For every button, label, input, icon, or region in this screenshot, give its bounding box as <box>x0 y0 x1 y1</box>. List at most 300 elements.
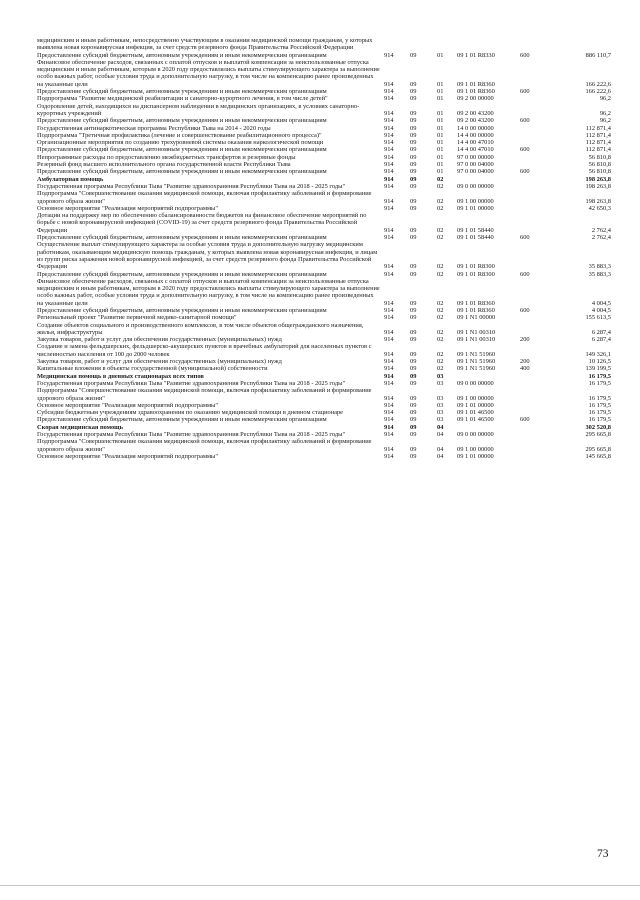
row-amount: 16 179,5 <box>588 416 611 424</box>
row-name: Капитальные вложения в объекты государственной (муниципальной) собственности <box>37 365 268 373</box>
row-target-article-code: 97 0 00 00000 <box>457 153 494 161</box>
row-target-article-code: 09 1 01 R8360 <box>457 88 495 96</box>
page-number: 73 <box>597 848 609 860</box>
row-section-code: 09 <box>410 328 417 336</box>
row-amount: 112 871,4 <box>585 124 611 132</box>
row-target-article-code: 14 4 00 47010 <box>457 139 494 147</box>
row-subsection-code: 01 <box>437 51 444 59</box>
row-amount: 16 179,5 <box>588 394 611 402</box>
row-name: Государственная программа Республики Тыва "Развитие здравоохранения Республики Тыва на 2018 - 2025 годы" <box>37 431 346 439</box>
row-subsection-code: 02 <box>437 365 444 373</box>
table-row <box>37 380 611 387</box>
row-name: Основное мероприятие "Реализация мероприятий подпрограммы" <box>37 452 218 460</box>
row-target-article-code: 09 2 00 43200 <box>457 109 494 117</box>
row-amount: 295 665,8 <box>585 431 611 439</box>
row-target-article-code: 09 1 00 00000 <box>457 197 494 205</box>
row-section-code: 09 <box>410 358 417 366</box>
table-row <box>37 125 611 132</box>
row-amount: 198 263,8 <box>585 175 611 183</box>
table-row <box>37 95 611 102</box>
row-target-article-code: 09 1 01 00000 <box>457 204 494 212</box>
row-name: Оздоровление детей, находящихся на диспансерном наблюдении в медицинских организациях, в условиях санаторно-курортных учреждений <box>37 102 360 117</box>
row-name: Медицинская помощь в дневных стационарах всех типов <box>37 372 204 380</box>
row-section-code: 09 <box>410 445 417 453</box>
row-target-article-code: 09 1 01 R8360 <box>457 299 495 307</box>
row-section-code: 09 <box>410 423 417 431</box>
row-ved-code: 914 <box>384 358 394 366</box>
row-name: Непрограммные расходы по предоставлению межбюджетных трансфертов и резервные фонды <box>37 153 296 161</box>
row-expense-type-code: 600 <box>520 117 530 125</box>
row-ved-code: 914 <box>384 452 394 460</box>
row-name: медицинским и иным работникам, непосредственно участвующим в оказании медицинской помощи гражданам, у которых выявлена новая коронавирусная инфекция, за счет средств резервного фонда Правительства Российской Федерации <box>37 37 373 52</box>
row-amount: 139 199,5 <box>585 365 611 373</box>
row-ved-code: 914 <box>384 423 394 431</box>
row-name: Резервный фонд высшего исполнительного органа государственной власти Республики Тыва <box>37 161 291 169</box>
row-ved-code: 914 <box>384 299 394 307</box>
row-ved-code: 914 <box>384 153 394 161</box>
row-subsection-code: 02 <box>437 299 444 307</box>
row-ved-code: 914 <box>384 336 394 344</box>
row-name: Подпрограмма "Третичная профилактика (лечение и совершенствование реабилитационного процесса)" <box>37 131 322 139</box>
row-amount: 2 762,4 <box>591 226 611 234</box>
row-section-code: 09 <box>410 431 417 439</box>
table-row <box>37 176 611 183</box>
row-target-article-code: 09 1 01 00000 <box>457 401 494 409</box>
row-target-article-code: 09 1 N1 00310 <box>457 336 496 344</box>
row-subsection-code: 04 <box>437 445 444 453</box>
row-subsection-code: 01 <box>437 146 444 154</box>
row-ved-code: 914 <box>384 117 394 125</box>
row-subsection-code: 01 <box>437 109 444 117</box>
table-row <box>37 212 611 234</box>
row-section-code: 09 <box>410 234 417 242</box>
row-ved-code: 914 <box>384 80 394 88</box>
row-expense-type-code: 600 <box>520 88 530 96</box>
row-expense-type-code: 600 <box>520 146 530 154</box>
row-name: Государственная антинаркотическая программа Республики Тыва на 2014 - 2020 годы <box>37 124 271 132</box>
row-amount: 35 883,3 <box>588 263 611 271</box>
row-target-article-code: 09 1 N1 00000 <box>457 314 496 322</box>
row-amount <box>546 37 611 52</box>
row-subsection-code: 02 <box>437 182 444 190</box>
row-amount: 6 287,4 <box>591 328 611 336</box>
row-subsection-code: 02 <box>437 350 444 358</box>
row-name: Предоставление субсидий бюджетным, автономным учреждениям и иным некоммерческим организациям <box>37 88 327 96</box>
row-expense-type-code <box>520 387 546 402</box>
row-expense-type-code: 200 <box>520 358 530 366</box>
row-expense-type-code <box>520 453 546 460</box>
row-section-code: 09 <box>410 204 417 212</box>
row-target-article-code: 09 1 01 46500 <box>457 409 494 417</box>
row-amount: 96,2 <box>599 95 611 103</box>
row-section-code: 09 <box>410 401 417 409</box>
table-row <box>37 161 611 168</box>
row-expense-type-code <box>520 190 546 205</box>
row-ved-code: 914 <box>384 88 394 96</box>
row-target-article-code: 09 1 01 46500 <box>457 416 494 424</box>
table-row <box>37 343 611 358</box>
row-ved-code: 914 <box>384 51 394 59</box>
row-section-code: 09 <box>410 270 417 278</box>
row-subsection-code: 02 <box>437 270 444 278</box>
row-name: Подпрограмма "Совершенствование оказания медицинской помощи, включая профилактику заболеваний и формирование здорового образа жизни" <box>37 387 372 402</box>
row-section-code: 09 <box>410 372 417 380</box>
row-expense-type-code: 600 <box>520 234 530 242</box>
row-subsection-code: 01 <box>437 80 444 88</box>
row-subsection-code: 02 <box>437 204 444 212</box>
row-subsection-code: 03 <box>437 379 444 387</box>
row-target-article-code: 09 1 01 R8300 <box>457 263 495 271</box>
row-name: Финансовое обеспечение расходов, связанных с оплатой отпусков и выплатой компенсации за неиспользованные отпуска медицинским и иным работникам, которым в 2020 году предоставлялись выплаты стимулирующего характера за выполнение особо важных работ, особые условия труда и дополнительную нагрузку, в том числе на компенсацию ранее произведенных на указанные цели <box>37 58 380 88</box>
row-ved-code: 914 <box>384 124 394 132</box>
row-section-code: 09 <box>410 88 417 96</box>
row-target-article-code: 14 0 00 00000 <box>457 124 494 132</box>
row-name: Подпрограмма "Совершенствование оказания медицинской помощи, включая профилактику заболеваний и формирование здорового образа жизни" <box>37 438 372 453</box>
row-section-code: 09 <box>410 416 417 424</box>
table-row <box>37 438 611 453</box>
row-name: Создание объектов социального и производственного комплексов, в том числе объектов общегражданского назначения, жилья, инфраструктуры <box>37 321 364 336</box>
row-name: Предоставление субсидий бюджетным, автономным учреждениям и иным некоммерческим организациям <box>37 234 327 242</box>
row-expense-type-code <box>520 402 546 409</box>
row-expense-type-code: 400 <box>520 365 530 373</box>
row-expense-type-code <box>520 278 546 307</box>
budget-table-body <box>37 37 611 460</box>
row-expense-type-code <box>520 241 546 270</box>
row-target-article-code: 09 1 01 R8300 <box>457 270 495 278</box>
row-expense-type-code: 600 <box>520 416 530 424</box>
row-name: Скорая медицинская помощь <box>37 423 123 431</box>
table-row <box>37 139 611 146</box>
row-ved-code: 914 <box>384 270 394 278</box>
row-target-article-code <box>457 424 520 431</box>
row-subsection-code: 03 <box>437 416 444 424</box>
row-amount: 149 326,1 <box>585 350 611 358</box>
table-row <box>37 103 611 118</box>
row-subsection-code <box>437 37 457 52</box>
row-ved-code: 914 <box>384 365 394 373</box>
row-expense-type-code <box>520 95 546 102</box>
row-subsection-code: 02 <box>437 306 444 314</box>
row-section-code: 09 <box>410 336 417 344</box>
row-expense-type-code <box>520 125 546 132</box>
row-subsection-code: 03 <box>437 401 444 409</box>
row-section-code: 09 <box>410 409 417 417</box>
row-section-code: 09 <box>410 168 417 176</box>
row-amount: 198 263,8 <box>585 182 611 190</box>
row-amount: 96,2 <box>599 109 611 117</box>
scan-edge-divider <box>0 885 640 886</box>
row-expense-type-code <box>520 431 546 438</box>
row-ved-code: 914 <box>384 168 394 176</box>
table-row <box>37 278 611 307</box>
table-row <box>37 322 611 337</box>
row-section-code: 09 <box>410 124 417 132</box>
row-target-article-code: 09 1 01 R8360 <box>457 306 495 314</box>
row-target-article-code: 09 1 01 58440 <box>457 226 494 234</box>
row-amount: 155 613,5 <box>585 314 611 322</box>
row-section-code: 09 <box>410 365 417 373</box>
row-amount: 112 871,4 <box>585 131 611 139</box>
table-row <box>37 37 611 52</box>
row-ved-code: 914 <box>384 314 394 322</box>
row-name: Предоставление субсидий бюджетным, автономным учреждениям и иным некоммерческим организациям <box>37 146 327 154</box>
table-row <box>37 365 611 372</box>
row-amount: 166 222,6 <box>585 80 611 88</box>
row-target-article-code: 14 4 00 00000 <box>457 131 494 139</box>
row-target-article-code: 09 1 01 58440 <box>457 234 494 242</box>
row-subsection-code: 01 <box>437 117 444 125</box>
row-target-article-code <box>457 373 520 380</box>
row-expense-type-code <box>520 132 546 139</box>
row-subsection-code: 01 <box>437 95 444 103</box>
row-amount: 96,2 <box>599 117 611 125</box>
row-ved-code: 914 <box>384 431 394 439</box>
row-subsection-code: 01 <box>437 153 444 161</box>
table-row <box>37 59 611 88</box>
row-subsection-code: 02 <box>437 263 444 271</box>
budget-table <box>37 37 611 460</box>
row-ved-code: 914 <box>384 445 394 453</box>
row-ved-code: 914 <box>384 401 394 409</box>
row-subsection-code: 04 <box>437 431 444 439</box>
row-target-article-code: 09 0 00 00000 <box>457 379 494 387</box>
row-section-code: 09 <box>410 117 417 125</box>
row-name: Предоставление субсидий бюджетным, автономным учреждениям и иным некоммерческим организациям <box>37 416 327 424</box>
row-subsection-code: 02 <box>437 226 444 234</box>
row-section-code: 09 <box>410 306 417 314</box>
row-target-article-code: 97 0 00 04000 <box>457 168 494 176</box>
row-name: Основное мероприятие "Реализация мероприятий подпрограммы" <box>37 204 218 212</box>
row-name: Предоставление субсидий бюджетным, автономным учреждениям и иным некоммерческим организациям <box>37 306 327 314</box>
row-subsection-code: 01 <box>437 161 444 169</box>
row-name: Закупка товаров, работ и услуг для обеспечения государственных (муниципальных) нужд <box>37 358 282 366</box>
table-row <box>37 307 611 314</box>
row-section-code: 09 <box>410 131 417 139</box>
table-row <box>37 416 611 423</box>
row-section-code <box>410 37 437 52</box>
table-row <box>37 402 611 409</box>
table-row <box>37 183 611 190</box>
row-amount: 10 126,5 <box>588 358 611 366</box>
row-ved-code <box>384 37 410 52</box>
row-expense-type-code <box>520 154 546 161</box>
row-name: Предоставление субсидий бюджетным, автономным учреждениям и иным некоммерческим организациям <box>37 168 327 176</box>
row-amount: 56 810,8 <box>588 168 611 176</box>
table-row <box>37 132 611 139</box>
table-row <box>37 387 611 402</box>
row-name: Дотации на поддержку мер по обеспечению сбалансированности бюджетов на финансовое обеспечение мероприятий по борьбе с новой коронавирусной инфекцией (COVID-19) за счет средств резервного фонда Правительства Российской Федерации <box>37 212 367 234</box>
row-section-code: 09 <box>410 80 417 88</box>
row-ved-code: 914 <box>384 139 394 147</box>
row-target-article-code: 09 1 N1 51960 <box>457 358 496 366</box>
row-section-code: 09 <box>410 394 417 402</box>
row-subsection-code: 04 <box>437 452 444 460</box>
row-ved-code: 914 <box>384 350 394 358</box>
row-name: Амбулаторная помощь <box>37 175 104 183</box>
row-section-code: 09 <box>410 161 417 169</box>
table-row <box>37 241 611 270</box>
table-row <box>37 146 611 153</box>
row-ved-code: 914 <box>384 328 394 336</box>
row-subsection-code: 02 <box>437 175 444 183</box>
row-amount: 42 650,3 <box>588 204 611 212</box>
row-section-code: 09 <box>410 146 417 154</box>
row-expense-type-code <box>520 314 546 321</box>
row-expense-type-code <box>520 183 546 190</box>
row-ved-code: 914 <box>384 109 394 117</box>
row-subsection-code: 01 <box>437 139 444 147</box>
row-section-code: 09 <box>410 314 417 322</box>
row-expense-type-code <box>520 438 546 453</box>
row-expense-type-code: 600 <box>520 270 530 278</box>
row-name: Предоставление субсидий бюджетным, автономным учреждениям и иным некоммерческим организациям <box>37 270 327 278</box>
row-amount: 56 810,8 <box>588 153 611 161</box>
row-subsection-code: 01 <box>437 168 444 176</box>
row-ved-code: 914 <box>384 161 394 169</box>
row-name: Создание и замена фельдшерских, фельдшерско-акушерских пунктов и врачебных амбулаторий для населенных пунктов с численностью населения от 100 до 2000 человек <box>37 343 372 358</box>
table-row <box>37 424 611 431</box>
row-name: Финансовое обеспечение расходов, связанных с оплатой отпусков и выплатой компенсации за неиспользованные отпуска медицинским и иным работникам, которым в 2020 году предоставлялись выплаты стимулирующего характера за выполнение особо важных работ, особые условия труда и дополнительную нагрузку, в том числе на компенсацию ранее произведенных на указанные цели <box>37 277 380 307</box>
row-section-code: 09 <box>410 109 417 117</box>
row-ved-code: 914 <box>384 379 394 387</box>
row-target-article-code: 14 4 00 47010 <box>457 146 494 154</box>
row-ved-code: 914 <box>384 197 394 205</box>
table-row <box>37 117 611 124</box>
row-target-article-code <box>457 37 520 52</box>
row-subsection-code: 02 <box>437 234 444 242</box>
row-target-article-code: 09 1 01 R8330 <box>457 51 495 59</box>
row-expense-type-code <box>520 37 546 52</box>
table-row <box>37 373 611 380</box>
row-amount: 35 883,3 <box>588 270 611 278</box>
row-expense-type-code <box>520 373 546 380</box>
row-target-article-code: 09 2 00 43200 <box>457 117 494 125</box>
row-expense-type-code <box>520 424 546 431</box>
row-subsection-code: 02 <box>437 197 444 205</box>
row-section-code: 09 <box>410 182 417 190</box>
table-row <box>37 271 611 278</box>
row-amount: 886 110,7 <box>585 51 611 59</box>
row-target-article-code: 09 1 N1 00310 <box>457 328 496 336</box>
row-target-article-code: 09 1 N1 51960 <box>457 350 496 358</box>
row-expense-type-code: 600 <box>520 168 530 176</box>
row-ved-code: 914 <box>384 226 394 234</box>
row-ved-code: 914 <box>384 146 394 154</box>
row-section-code: 09 <box>410 226 417 234</box>
row-name: Региональный проект "Развитие первичной медико-санитарной помощи" <box>37 314 237 322</box>
row-amount: 16 179,5 <box>588 379 611 387</box>
row-name: Организационные мероприятия по созданию трехуровневой системы оказания наркологической помощи <box>37 139 324 147</box>
row-expense-type-code <box>520 343 546 358</box>
table-row <box>37 431 611 438</box>
row-subsection-code: 01 <box>437 88 444 96</box>
table-row <box>37 234 611 241</box>
row-amount: 16 179,5 <box>588 372 611 380</box>
table-row <box>37 358 611 365</box>
row-ved-code: 914 <box>384 306 394 314</box>
row-expense-type-code <box>520 409 546 416</box>
row-target-article-code <box>457 176 520 183</box>
row-expense-type-code <box>520 139 546 146</box>
row-expense-type-code: 600 <box>520 51 530 59</box>
table-row <box>37 205 611 212</box>
row-expense-type-code <box>520 161 546 168</box>
row-expense-type-code: 200 <box>520 336 530 344</box>
row-ved-code: 914 <box>384 234 394 242</box>
row-target-article-code: 09 1 N1 51960 <box>457 365 496 373</box>
row-amount: 112 871,4 <box>585 139 611 147</box>
row-ved-code: 914 <box>384 182 394 190</box>
row-section-code: 09 <box>410 350 417 358</box>
row-section-code: 09 <box>410 299 417 307</box>
row-section-code: 09 <box>410 153 417 161</box>
row-expense-type-code <box>520 212 546 234</box>
row-section-code: 09 <box>410 175 417 183</box>
row-amount: 2 762,4 <box>591 234 611 242</box>
row-target-article-code: 09 0 00 00000 <box>457 182 494 190</box>
row-expense-type-code <box>520 380 546 387</box>
row-subsection-code: 03 <box>437 394 444 402</box>
row-amount: 4 004,5 <box>591 299 611 307</box>
row-expense-type-code <box>520 103 546 118</box>
row-ved-code: 914 <box>384 409 394 417</box>
row-section-code: 09 <box>410 452 417 460</box>
row-name: Предоставление субсидий бюджетным, автономным учреждениям и иным некоммерческим организациям <box>37 51 327 59</box>
table-row <box>37 314 611 321</box>
row-name: Подпрограмма "Совершенствование оказания медицинской помощи, включая профилактику заболеваний и формирование здорового образа жизни" <box>37 190 372 205</box>
row-section-code: 09 <box>410 95 417 103</box>
row-ved-code: 914 <box>384 263 394 271</box>
row-expense-type-code <box>520 59 546 88</box>
table-row <box>37 190 611 205</box>
table-row <box>37 168 611 175</box>
table-row <box>37 409 611 416</box>
table-row <box>37 453 611 460</box>
row-expense-type-code <box>520 322 546 337</box>
row-expense-type-code <box>520 205 546 212</box>
row-name: Субсидии бюджетным учреждениям здравоохранения по оказанию медицинской помощи в дневном стационаре <box>37 409 343 417</box>
row-section-code: 09 <box>410 379 417 387</box>
row-subsection-code: 02 <box>437 358 444 366</box>
table-row <box>37 88 611 95</box>
table-row <box>37 154 611 161</box>
row-name: Государственная программа Республики Тыва "Развитие здравоохранения Республики Тыва на 2018 - 2025 годы" <box>37 182 346 190</box>
row-ved-code: 914 <box>384 175 394 183</box>
row-ved-code: 914 <box>384 131 394 139</box>
row-amount: 166 222,6 <box>585 88 611 96</box>
table-row <box>37 336 611 343</box>
row-ved-code: 914 <box>384 372 394 380</box>
row-amount: 16 179,5 <box>588 409 611 417</box>
row-amount: 6 287,4 <box>591 336 611 344</box>
row-subsection-code: 01 <box>437 124 444 132</box>
row-section-code: 09 <box>410 139 417 147</box>
row-name: Государственная программа Республики Тыва "Развитие здравоохранения Республики Тыва на 2018 - 2025 годы" <box>37 379 346 387</box>
row-name: Подпрограмма "Развитие медицинской реабилитации и санаторно-курортного лечения, в том числе детей" <box>37 95 328 103</box>
row-section-code: 09 <box>410 197 417 205</box>
row-subsection-code: 03 <box>437 372 444 380</box>
row-section-code: 09 <box>410 51 417 59</box>
row-amount: 56 810,8 <box>588 161 611 169</box>
row-amount: 198 263,8 <box>585 197 611 205</box>
row-target-article-code: 09 1 00 00000 <box>457 394 494 402</box>
row-target-article-code: 97 0 00 04000 <box>457 161 494 169</box>
row-name: Закупка товаров, работ и услуг для обеспечения государственных (муниципальных) нужд <box>37 336 282 344</box>
row-amount: 302 520,8 <box>585 423 611 431</box>
row-subsection-code: 02 <box>437 336 444 344</box>
row-amount: 145 665,8 <box>585 452 611 460</box>
row-ved-code: 914 <box>384 95 394 103</box>
